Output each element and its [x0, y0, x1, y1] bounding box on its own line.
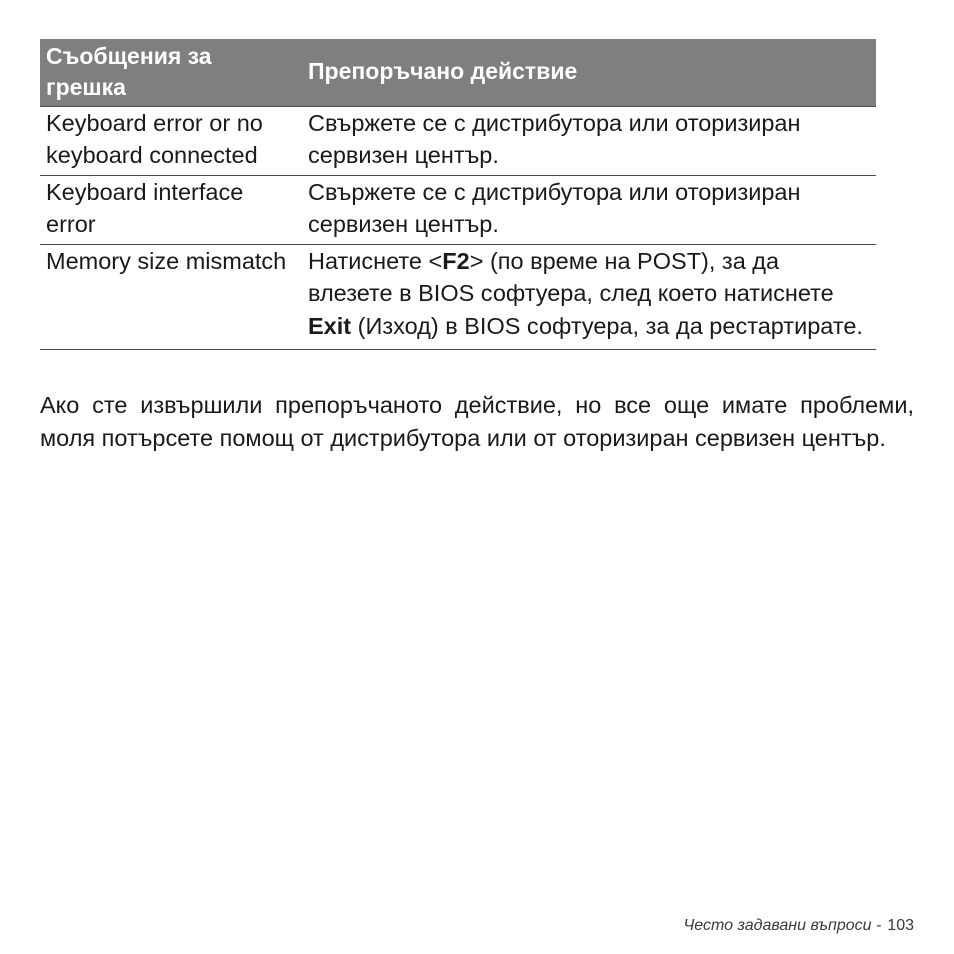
page-number: 103 [887, 917, 914, 934]
error-messages-table [40, 39, 876, 350]
recommended-action-cell: Свържете се с дистрибутора или оторизиран сервизен център. [302, 106, 876, 175]
header-recommended-action: Препоръчано действие [302, 39, 876, 106]
table-row [40, 244, 876, 350]
header-error-messages: Съобщения за грешка [40, 39, 302, 106]
error-message-cell: Memory size mismatch [40, 244, 302, 350]
action-text: > (по време на POST), за да влезете в BIOS софтуера, след което натиснете [308, 247, 834, 306]
footer-section-title: Често задавани въпроси - [683, 917, 882, 934]
table-row [40, 106, 876, 175]
troubleshooting-note: Ако сте извършили препоръчаното действие, но все още имате проблеми, моля потърсете помощ от дистрибутора или от оторизиран сервизен център. [40, 392, 914, 451]
action-text: Натиснете < [308, 247, 443, 274]
recommended-action-cell [302, 244, 876, 350]
exit-label: Exit [308, 312, 352, 339]
recommended-action-cell: Свържете се с дистрибутора или оторизиран сервизен център. [302, 175, 876, 244]
error-message-cell: Keyboard interface error [40, 175, 302, 244]
error-message-cell: Keyboard error or no keyboard connected [40, 106, 302, 175]
action-text: (Изход) в BIOS софтуера, за да рестартирате. [351, 312, 863, 339]
table-header-row [40, 39, 876, 106]
table-row [40, 175, 876, 244]
f2-key-label: F2 [442, 247, 470, 274]
page-footer [684, 916, 914, 936]
